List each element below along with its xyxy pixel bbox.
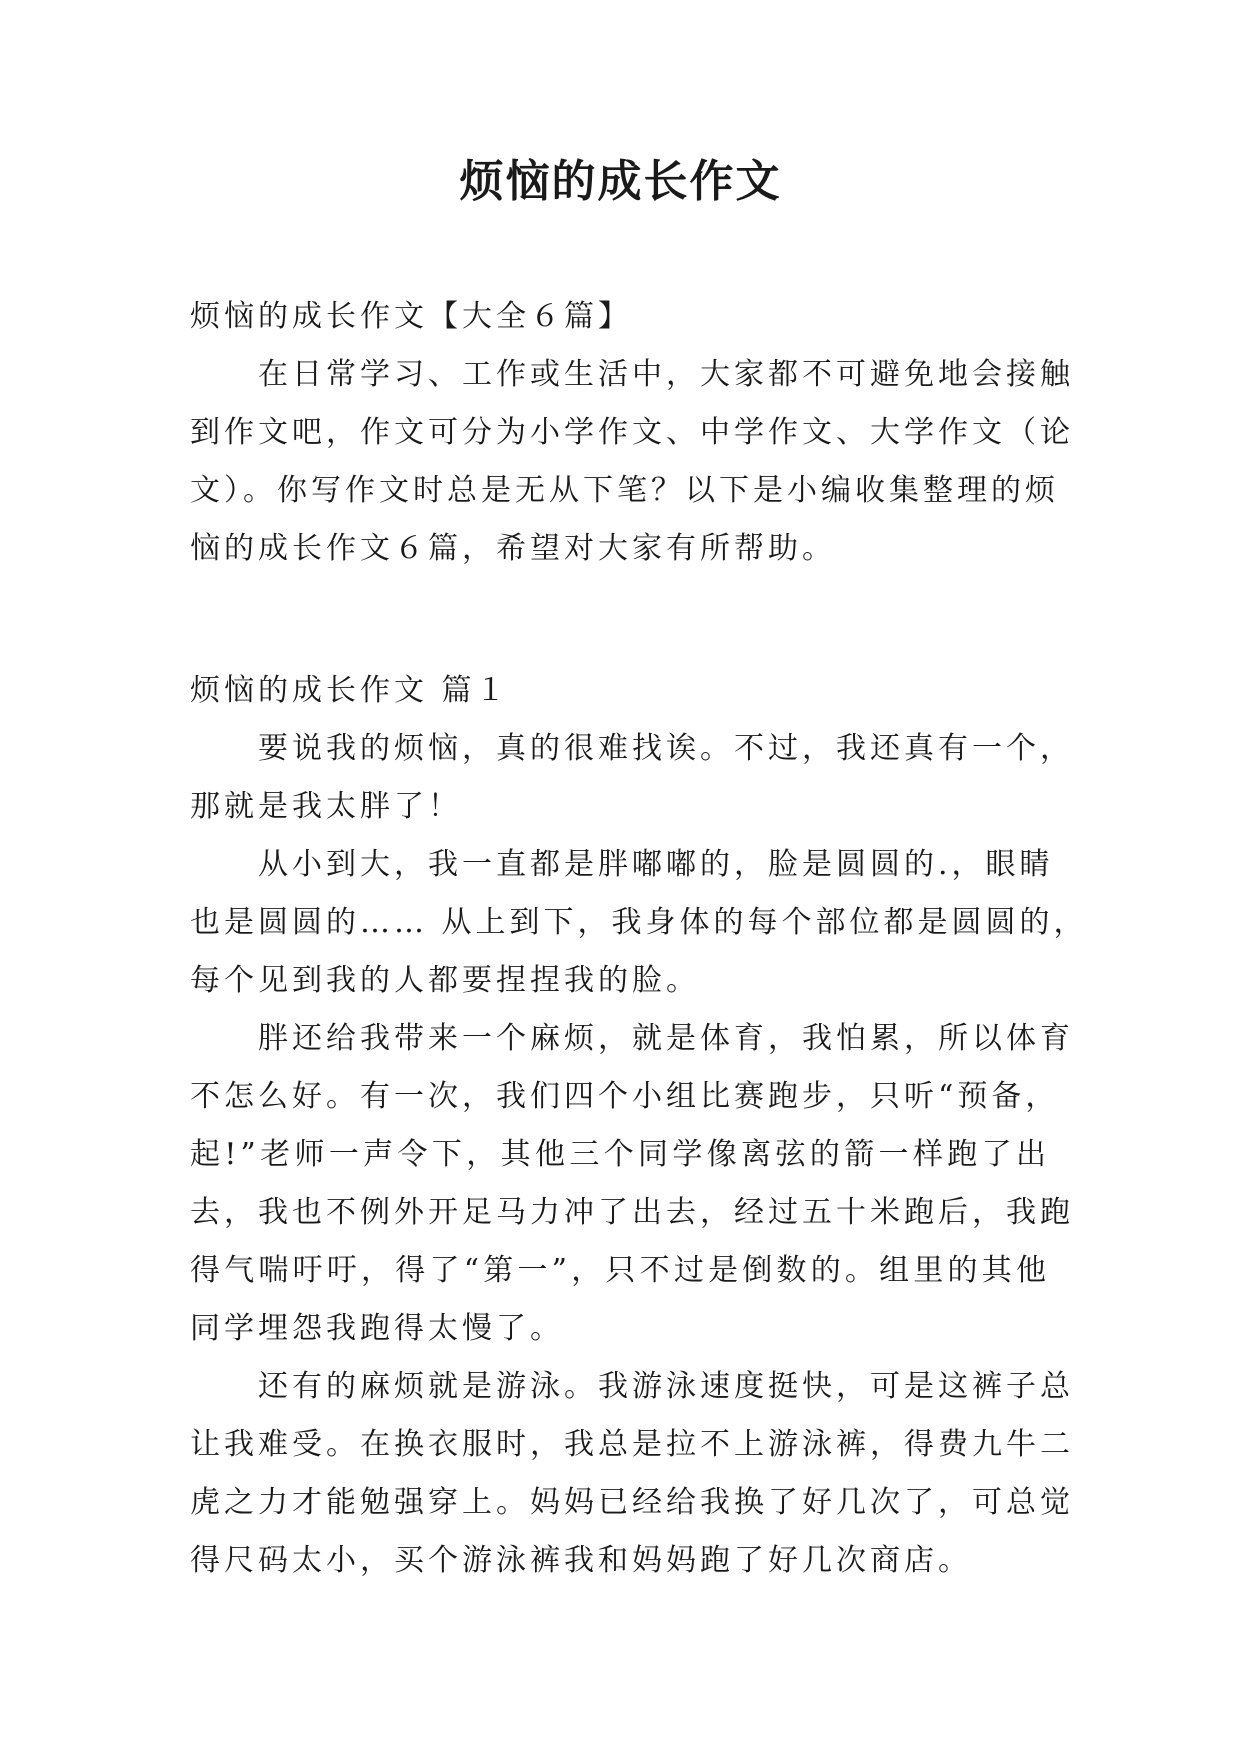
intro-line: 恼的成长作文６篇，希望对大家有所帮助。 [190,531,836,566]
paragraph-line: 要说我的烦恼，真的很难找诶。不过，我还真有一个， [190,731,1074,766]
paragraph-line: 从小到大，我一直都是胖嘟嘟的，脸是圆圆的.，眼睛 [190,847,1054,882]
paragraph-line: 起!”老师一声令下，其他三个同学像离弦的箭一样跑了出 [190,1137,1050,1172]
paragraph-line: 胖还给我带来一个麻烦，就是体育，我怕累，所以体育 [190,1021,1074,1056]
document-body [190,288,1088,1590]
paragraph-line: 还有的麻烦就是游泳。我游泳速度挺快，可是这裤子总 [190,1369,1074,1404]
intro-line: 文）。你写作文时总是无从下笔？以下是小编收集整理的烦 [190,473,1059,508]
section-heading: 烦恼的成长作文 篇１ [190,673,510,708]
intro-line: 到作文吧，作文可分为小学作文、中学作文、大学作文（论 [190,415,1074,450]
paragraph-line: 那就是我太胖了！ [190,789,462,824]
intro-line: 在日常学习、工作或生活中，大家都不可避免地会接触 [190,357,1074,392]
paragraph-line: 让我难受。在换衣服时，我总是拉不上游泳裤，得费九牛二 [190,1427,1074,1462]
document-title: 烦恼的成长作文 [459,156,782,207]
paragraph-line: 同学埋怨我跑得太慢了。 [190,1311,564,1346]
paragraph-line: 去，我也不例外开足马力冲了出去，经过五十米跑后，我跑 [190,1195,1074,1230]
paragraph-line: 每个见到我的人都要捏捏我的脸。 [190,963,700,998]
paragraph-line: 得尺码太小，买个游泳裤我和妈妈跑了好几次商店。 [190,1543,972,1578]
section-spacer [190,578,1050,636]
section-spacer [190,636,1050,662]
intro-heading: 烦恼的成长作文【大全６篇】 [190,299,632,334]
paragraph-line: 虎之力才能勉强穿上。妈妈已经给我换了好几次了，可总觉 [190,1485,1074,1520]
paragraph-line: 得气喘吁吁，得了“第一”，只不过是倒数的。组里的其他 [190,1253,1050,1288]
paragraph-line: 不怎么好。有一次，我们四个小组比赛跑步，只听“预备， [190,1079,1060,1114]
paragraph-line: 也是圆圆的…… 从上到下，我身体的每个部位都是圆圆的， [190,905,1088,940]
